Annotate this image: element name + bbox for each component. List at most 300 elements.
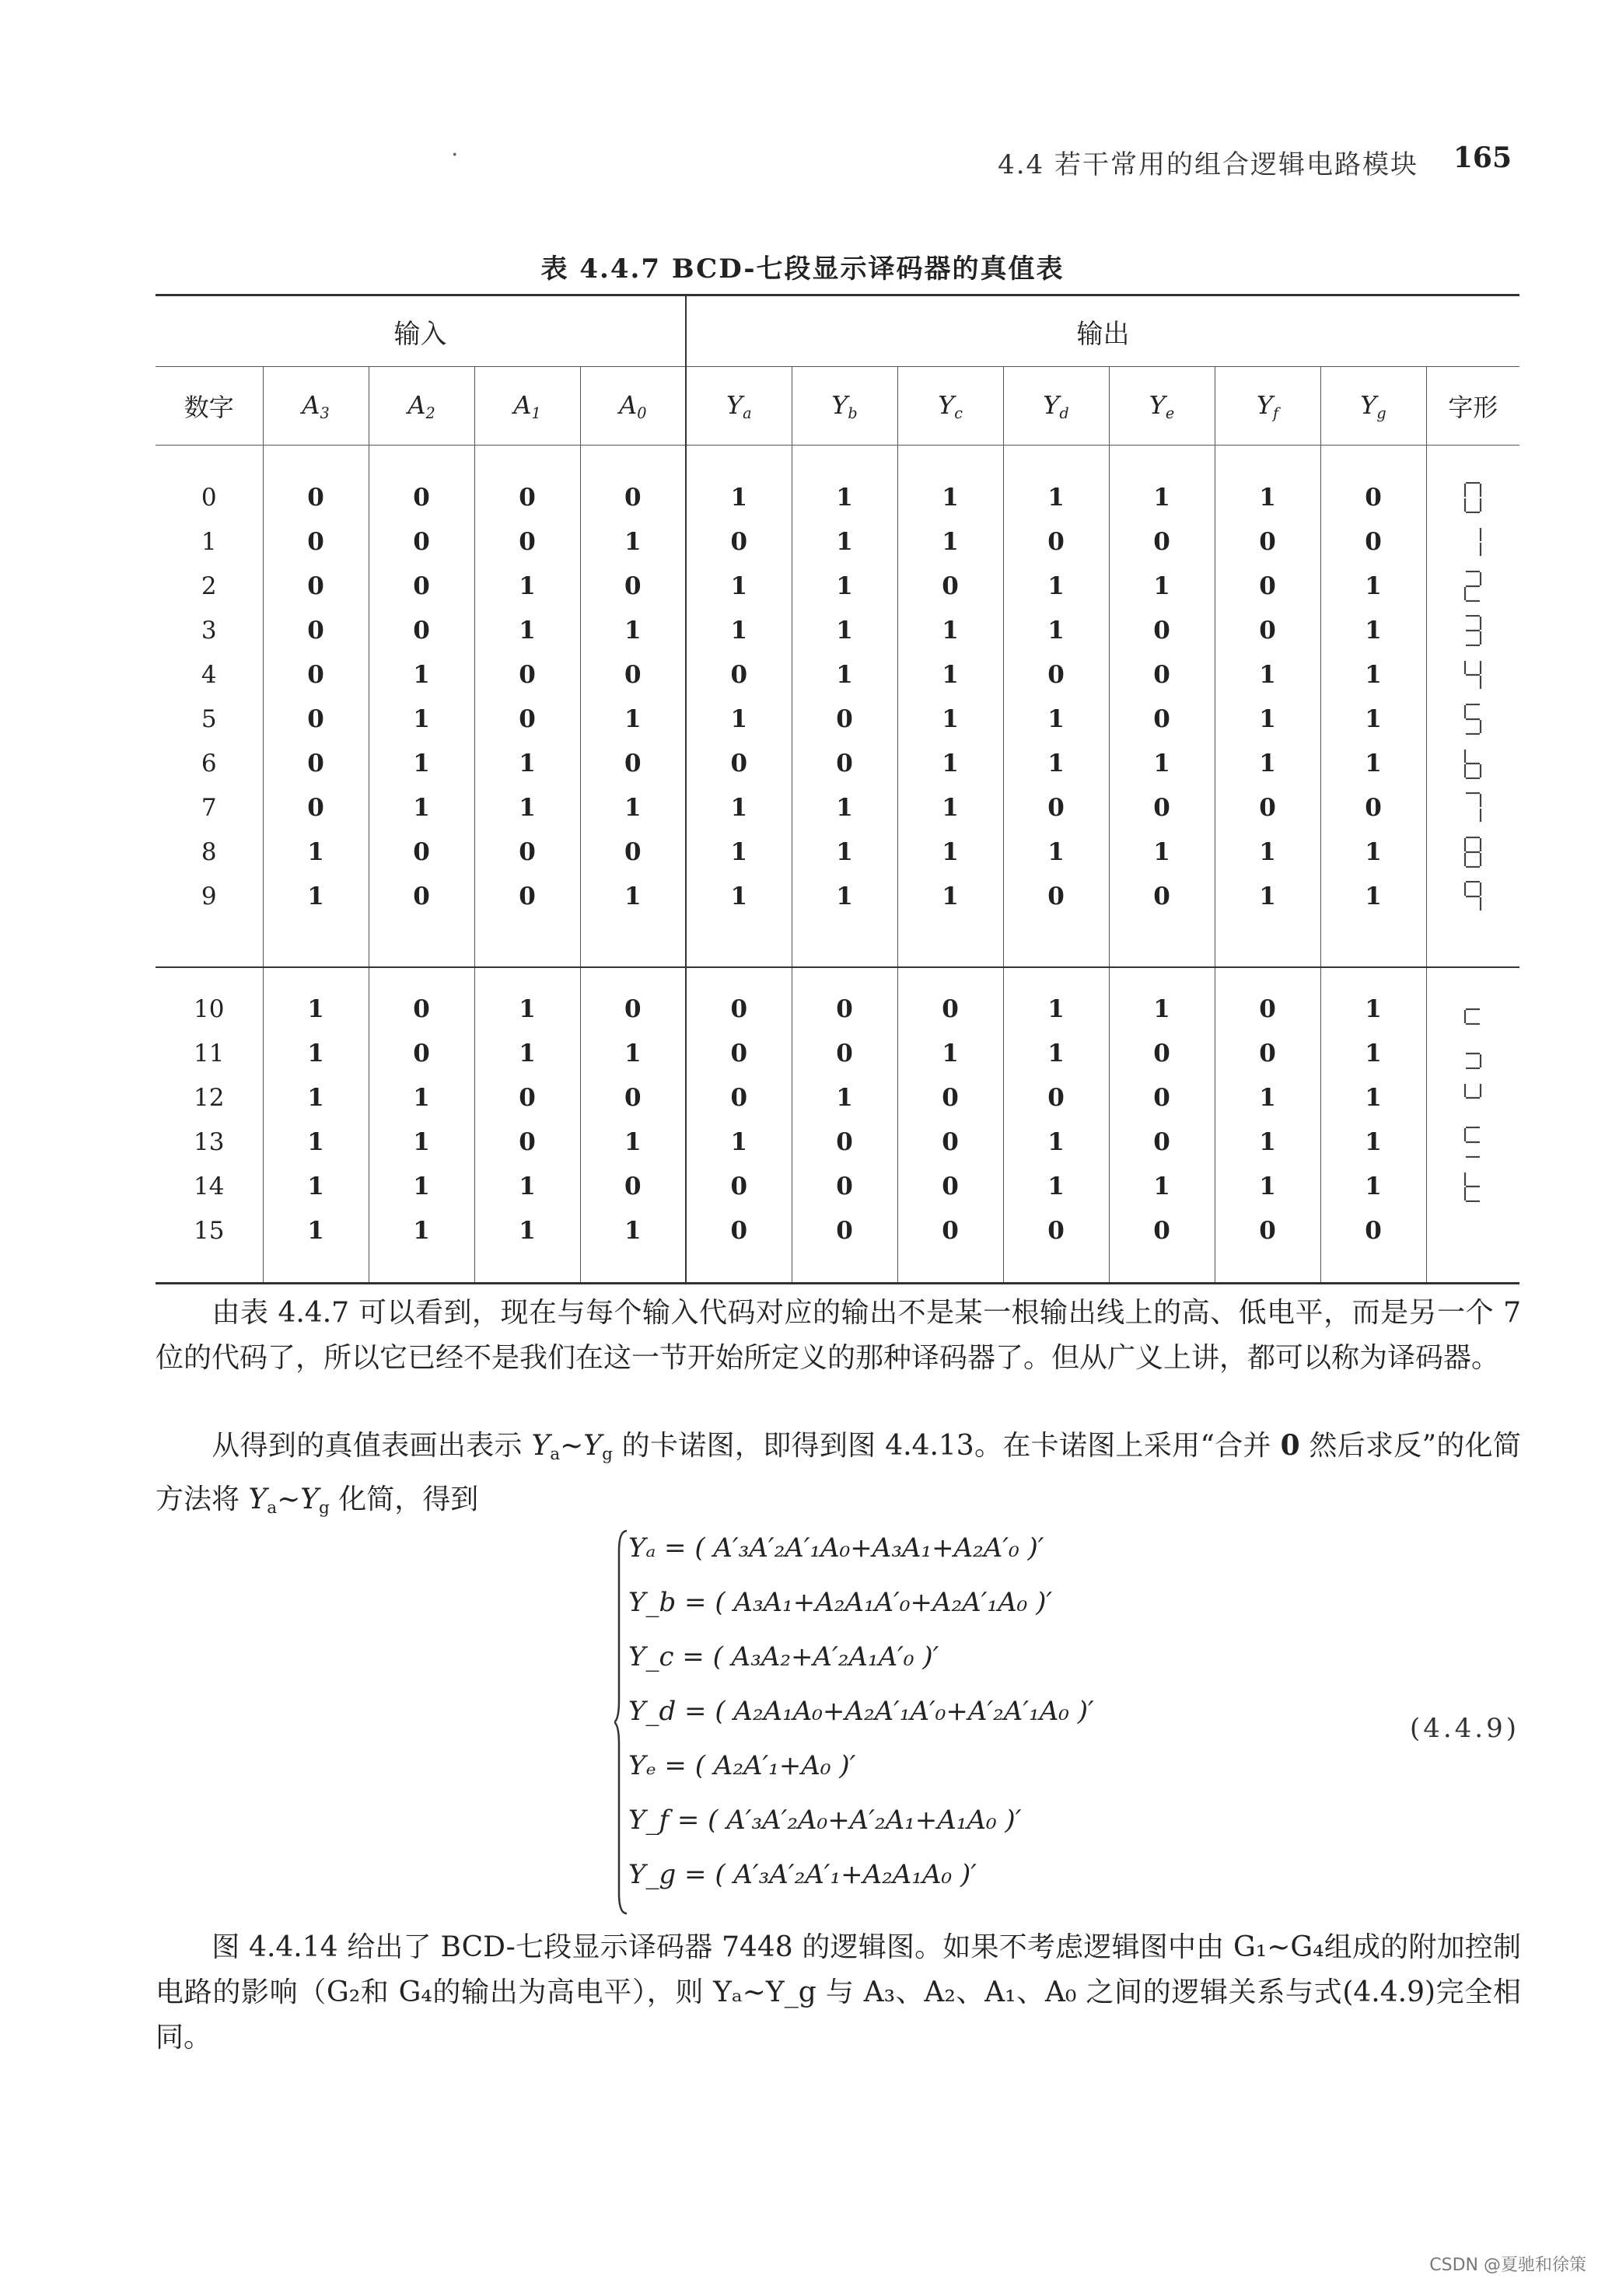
seven-segment-glyph: [1463, 659, 1482, 690]
cell-input: 1: [474, 1164, 580, 1208]
cell-input: 0: [263, 785, 369, 830]
cell-input: 1: [369, 697, 474, 741]
cell-input: 1: [263, 1075, 369, 1120]
cell-output: 1: [792, 608, 897, 652]
cell-output: 0: [1109, 519, 1215, 564]
cell-input: 0: [369, 608, 474, 652]
cell-output: 1: [1320, 830, 1426, 874]
cell-input: 1: [474, 564, 580, 608]
cell-output: 0: [1215, 1031, 1320, 1075]
cell-output: 1: [897, 697, 1003, 741]
cell-output: 1: [897, 652, 1003, 697]
cell-input: 0: [474, 830, 580, 874]
cell-output: 1: [1215, 1164, 1320, 1208]
col-header-digit: 数字: [156, 367, 263, 446]
table-row: [156, 652, 1519, 697]
cell-output: 0: [1215, 519, 1320, 564]
cell-input: 1: [369, 1075, 474, 1120]
cell-output: 0: [686, 987, 792, 1031]
cell-output: 0: [1109, 1031, 1215, 1075]
cell-glyph: [1426, 785, 1519, 830]
cell-output: 0: [1109, 1120, 1215, 1164]
section-title: 4.4 若干常用的组合逻辑电路模块: [998, 149, 1418, 180]
cell-input: 0: [369, 1031, 474, 1075]
cell-output: 0: [1003, 874, 1109, 918]
cell-output: 1: [897, 830, 1003, 874]
cell-input: 0: [263, 697, 369, 741]
cell-input: 1: [263, 874, 369, 918]
seven-segment-glyph: [1463, 1215, 1482, 1246]
cell-output: 1: [686, 785, 792, 830]
cell-output: 1: [1320, 697, 1426, 741]
cell-input: 0: [580, 564, 686, 608]
cell-input: 1: [580, 697, 686, 741]
cell-input: 0: [580, 830, 686, 874]
col-header-ye: [1109, 367, 1215, 446]
p2-tilde: ~: [560, 1430, 584, 1462]
table-row: [156, 830, 1519, 874]
cell-output: 1: [1003, 741, 1109, 785]
cell-output: 1: [1003, 1120, 1109, 1164]
cell-input: 0: [369, 475, 474, 519]
cell-input: 1: [263, 987, 369, 1031]
cell-output: 1: [897, 785, 1003, 830]
cell-digit: 9: [201, 882, 217, 910]
cell-output: 0: [897, 987, 1003, 1031]
cell-output: 0: [1003, 652, 1109, 697]
table-row: [156, 608, 1519, 652]
cell-output: 1: [1109, 475, 1215, 519]
cell-input: 0: [474, 697, 580, 741]
col-header-glyph: 字形: [1426, 367, 1519, 446]
table-row: [156, 697, 1519, 741]
cell-output: 0: [792, 987, 897, 1031]
col-header-base: Y: [1043, 390, 1060, 420]
cell-output: 0: [1109, 697, 1215, 741]
table-row: [156, 564, 1519, 608]
seven-segment-glyph: [1463, 1171, 1482, 1202]
cell-output: 1: [1215, 697, 1320, 741]
p2-text-3: 然后求反”的化简方法将: [156, 1430, 1521, 1515]
cell-glyph: [1426, 475, 1519, 519]
cell-input: 1: [263, 1164, 369, 1208]
cell-glyph: [1426, 697, 1519, 741]
cell-glyph: [1426, 1164, 1519, 1208]
cell-input: 0: [369, 830, 474, 874]
cell-glyph: [1426, 652, 1519, 697]
col-header-sub: 2: [425, 404, 435, 422]
cell-output: 0: [1215, 1208, 1320, 1253]
cell-output: 1: [1320, 652, 1426, 697]
cell-output: 0: [1215, 987, 1320, 1031]
cell-input: 1: [580, 785, 686, 830]
page-number: 165: [1453, 142, 1512, 174]
cell-digit: 8: [201, 837, 217, 866]
p2-tilde-2: ~: [277, 1483, 301, 1515]
col-header-base: Y: [1256, 390, 1274, 420]
cell-digit: 13: [194, 1127, 225, 1156]
equation-yf: Y_f = ( A′₃A′₂A₀+A′₂A₁+A₁A₀ )′: [628, 1805, 1022, 1836]
cell-input: 1: [369, 1164, 474, 1208]
cell-output: 1: [1320, 987, 1426, 1031]
cell-output: 0: [686, 741, 792, 785]
seven-segment-glyph: [1463, 792, 1482, 823]
group-output-header: 输出: [686, 295, 1519, 367]
col-header-sub: e: [1165, 404, 1175, 422]
cell-output: 0: [1109, 785, 1215, 830]
col-header-base: Y: [1149, 390, 1166, 420]
cell-input: 1: [369, 741, 474, 785]
table-row: [156, 874, 1519, 918]
col-header-yb: [792, 367, 897, 446]
spacer-row: [156, 918, 1519, 967]
table-row: [156, 519, 1519, 564]
cell-glyph: [1426, 519, 1519, 564]
cell-input: 1: [369, 652, 474, 697]
col-header-base: A: [513, 390, 532, 420]
paragraph-1: [156, 1291, 1521, 1381]
cell-input: 0: [369, 519, 474, 564]
cell-digit: 7: [201, 793, 217, 822]
cell-output: 0: [686, 1208, 792, 1253]
cell-output: 1: [897, 874, 1003, 918]
cell-output: 0: [1109, 652, 1215, 697]
table-row: [156, 1031, 1519, 1075]
cell-output: 1: [1003, 1164, 1109, 1208]
cell-digit: 11: [194, 1039, 225, 1068]
cell-input: 1: [580, 1120, 686, 1164]
cell-output: 1: [897, 475, 1003, 519]
cell-output: 1: [1320, 741, 1426, 785]
cell-output: 1: [792, 1075, 897, 1120]
cell-glyph: [1426, 608, 1519, 652]
cell-output: 0: [792, 1120, 897, 1164]
cell-output: 1: [1215, 652, 1320, 697]
cell-output: 0: [792, 697, 897, 741]
cell-output: 1: [792, 475, 897, 519]
table-row: [156, 987, 1519, 1031]
cell-output: 1: [1003, 475, 1109, 519]
cell-output: 1: [792, 652, 897, 697]
p2-text-2: 的卡诺图，即得到图 4.4.13。在卡诺图上采用“合并: [612, 1430, 1281, 1462]
cell-output: 0: [1109, 874, 1215, 918]
paragraph-3-text: 图 4.4.14 给出了 BCD-七段显示译码器 7448 的逻辑图。如果不考虑逻辑图中由 G₁~G₄组成的附加控制电路的影响（G₂和 G₄的输出为高电平），则 Yₐ~Y_g 与 A₃、A₂、A₁、A₀ 之间的逻辑关系与式(4.4.9)完全相同。: [156, 1931, 1521, 2053]
cell-input: 1: [580, 1208, 686, 1253]
cell-output: 0: [1109, 1075, 1215, 1120]
cell-output: 1: [686, 697, 792, 741]
cell-output: 1: [686, 1120, 792, 1164]
p2-text-4: 化简，得到: [329, 1483, 479, 1515]
cell-input: 0: [474, 475, 580, 519]
cell-input: 0: [580, 741, 686, 785]
cell-digit: 4: [201, 660, 217, 689]
equation-ye: Yₑ = ( A₂A′₁+A₀ )′: [628, 1750, 856, 1781]
cell-output: 1: [686, 830, 792, 874]
cell-output: 1: [1320, 1075, 1426, 1120]
col-header-sub: 3: [320, 404, 330, 422]
col-header-yd: [1003, 367, 1109, 446]
seven-segment-glyph: [1463, 748, 1482, 779]
cell-output: 1: [1320, 874, 1426, 918]
col-header-base: A: [619, 390, 638, 420]
cell-glyph: [1426, 1031, 1519, 1075]
cell-glyph: [1426, 564, 1519, 608]
cell-output: 1: [792, 830, 897, 874]
cell-input: 0: [580, 652, 686, 697]
truth-table: [156, 294, 1519, 1284]
cell-digit: 2: [201, 571, 217, 600]
equation-number: (4.4.9): [1409, 1713, 1519, 1744]
cell-digit: 10: [194, 994, 225, 1023]
table-row: [156, 785, 1519, 830]
group-header-row: [156, 295, 1519, 367]
cell-output: 0: [1215, 564, 1320, 608]
col-header-sub: g: [1376, 404, 1386, 422]
cell-output: 1: [686, 564, 792, 608]
p2-ya-sub: a: [550, 1445, 561, 1464]
seven-segment-glyph: [1463, 1127, 1482, 1158]
cell-digit: 5: [201, 704, 217, 733]
cell-output: 1: [1215, 475, 1320, 519]
cell-output: 1: [792, 785, 897, 830]
seven-segment-glyph: [1463, 881, 1482, 912]
paragraph-1-text: 由表 4.4.7 可以看到，现在与每个输入代码对应的输出不是某一根输出线上的高、低电平，而是另一个 7 位的代码了，所以它已经不是我们在这一节开始所定义的那种译码器了。但从广义上讲，都可以称为译码器。: [156, 1297, 1521, 1374]
cell-output: 1: [792, 564, 897, 608]
cell-output: 1: [1109, 830, 1215, 874]
cell-glyph: [1426, 874, 1519, 918]
cell-output: 0: [686, 652, 792, 697]
cell-glyph: [1426, 741, 1519, 785]
cell-output: 1: [686, 874, 792, 918]
p2-ya: Y: [531, 1430, 551, 1462]
spacer-row: [156, 1253, 1519, 1284]
cell-digit: 0: [201, 483, 217, 512]
cell-input: 0: [263, 475, 369, 519]
truth-table-container: [156, 294, 1518, 1272]
cell-output: 1: [792, 519, 897, 564]
p2-ya-sub-2: a: [267, 1498, 278, 1518]
cell-output: 1: [1003, 1031, 1109, 1075]
equation-yc: Y_c = ( A₃A₂+A′₂A₁A′₀ )′: [628, 1641, 939, 1672]
p2-zero: 0: [1280, 1429, 1300, 1462]
cell-output: 0: [686, 519, 792, 564]
col-header-sub: f: [1273, 404, 1279, 422]
equation-ya: Yₐ = ( A′₃A′₂A′₁A₀+A₃A₁+A₂A′₀ )′: [628, 1532, 1044, 1564]
cell-digit: 14: [194, 1172, 225, 1200]
column-header-row: [156, 367, 1519, 446]
cell-output: 0: [1320, 785, 1426, 830]
cell-input: 1: [474, 741, 580, 785]
table-row: [156, 1120, 1519, 1164]
cell-output: 0: [897, 1164, 1003, 1208]
cell-input: 0: [580, 987, 686, 1031]
cell-output: 0: [792, 1208, 897, 1253]
equation-yg: Y_g = ( A′₃A′₂A′₁+A₂A₁A₀ )′: [628, 1859, 977, 1890]
col-header-sub: c: [954, 404, 963, 422]
cell-output: 0: [1003, 519, 1109, 564]
cell-input: 0: [580, 1164, 686, 1208]
cell-output: 1: [792, 874, 897, 918]
cell-input: 0: [474, 652, 580, 697]
cell-input: 0: [263, 564, 369, 608]
cell-input: 0: [580, 475, 686, 519]
cell-input: 0: [369, 564, 474, 608]
cell-output: 1: [1003, 830, 1109, 874]
col-header-base: A: [407, 390, 426, 420]
cell-output: 0: [1215, 785, 1320, 830]
watermark: CSDN @夏驰和徐策: [1429, 2256, 1586, 2275]
cell-output: 1: [1320, 1120, 1426, 1164]
cell-input: 0: [369, 874, 474, 918]
cell-input: 1: [474, 1208, 580, 1253]
cell-digit: 12: [194, 1083, 225, 1112]
cell-output: 1: [1320, 1031, 1426, 1075]
equation-yd: Y_d = ( A₂A₁A₀+A₂A′₁A′₀+A′₂A′₁A₀ )′: [628, 1696, 1094, 1727]
cell-output: 0: [1320, 1208, 1426, 1253]
seven-segment-glyph: [1463, 482, 1482, 513]
table-caption: 表 4.4.7 BCD-七段显示译码器的真值表: [540, 253, 1065, 285]
cell-input: 1: [580, 608, 686, 652]
col-header-sub: 0: [637, 404, 647, 422]
spacer-row: [156, 967, 1519, 987]
p2-text-1: 从得到的真值表画出表示: [212, 1430, 532, 1462]
seven-segment-glyph: [1463, 837, 1482, 868]
col-header-a0: [580, 367, 686, 446]
cell-output: 0: [1215, 608, 1320, 652]
cell-input: 1: [263, 1120, 369, 1164]
cell-input: 0: [263, 519, 369, 564]
col-header-yf: [1215, 367, 1320, 446]
cell-output: 1: [1320, 608, 1426, 652]
cell-output: 1: [1215, 1120, 1320, 1164]
cell-input: 0: [369, 987, 474, 1031]
seven-segment-glyph: [1463, 571, 1482, 602]
table-row: [156, 1208, 1519, 1253]
cell-input: 0: [263, 608, 369, 652]
cell-output: 1: [1215, 741, 1320, 785]
cell-output: 1: [1320, 1164, 1426, 1208]
cell-input: 0: [474, 874, 580, 918]
left-brace: [614, 1528, 630, 1917]
cell-output: 0: [1320, 519, 1426, 564]
cell-output: 1: [1003, 608, 1109, 652]
cell-output: 0: [1109, 1208, 1215, 1253]
table-row: [156, 741, 1519, 785]
cell-output: 1: [897, 608, 1003, 652]
cell-output: 0: [792, 741, 897, 785]
cell-output: 0: [1003, 1208, 1109, 1253]
cell-input: 1: [369, 1120, 474, 1164]
cell-output: 1: [1320, 564, 1426, 608]
col-header-a2: [369, 367, 474, 446]
cell-glyph: [1426, 1075, 1519, 1120]
cell-input: 0: [263, 652, 369, 697]
cell-output: 0: [1003, 785, 1109, 830]
seven-segment-glyph: [1463, 994, 1482, 1025]
cell-input: 0: [474, 1120, 580, 1164]
col-header-base: Y: [831, 390, 848, 420]
p2-yg-sub-2: g: [319, 1498, 330, 1518]
cell-glyph: [1426, 1208, 1519, 1253]
col-header-sub: d: [1059, 404, 1069, 422]
cell-input: 1: [263, 1208, 369, 1253]
cell-output: 0: [1109, 608, 1215, 652]
cell-input: 1: [474, 987, 580, 1031]
cell-output: 0: [686, 1031, 792, 1075]
cell-output: 1: [1109, 1164, 1215, 1208]
cell-input: 0: [474, 519, 580, 564]
table-row: [156, 1164, 1519, 1208]
cell-input: 0: [263, 741, 369, 785]
cell-output: 1: [897, 1031, 1003, 1075]
paragraph-2: [156, 1423, 1521, 1531]
equation-yb: Y_b = ( A₃A₁+A₂A₁A′₀+A₂A′₁A₀ )′: [628, 1587, 1053, 1618]
col-header-sub: b: [848, 404, 858, 422]
cell-output: 1: [1215, 830, 1320, 874]
cell-input: 1: [263, 1031, 369, 1075]
cell-glyph: [1426, 830, 1519, 874]
cell-digit: 6: [201, 749, 217, 778]
cell-glyph: [1426, 987, 1519, 1031]
col-header-base: Y: [726, 390, 743, 420]
spacer-row: [156, 446, 1519, 476]
table-row: [156, 475, 1519, 519]
p2-ya-2: Y: [248, 1483, 268, 1515]
cell-output: 1: [686, 475, 792, 519]
cell-output: 0: [897, 564, 1003, 608]
cell-input: 1: [474, 1031, 580, 1075]
col-header-sub: 1: [531, 404, 541, 422]
cell-output: 1: [1003, 987, 1109, 1031]
cell-output: 0: [897, 1208, 1003, 1253]
seven-segment-glyph: [1463, 704, 1482, 735]
cell-digit: 1: [201, 527, 217, 556]
cell-input: 1: [263, 830, 369, 874]
cell-output: 1: [897, 741, 1003, 785]
col-header-base: A: [302, 390, 320, 420]
cell-output: 0: [897, 1075, 1003, 1120]
col-header-a1: [474, 367, 580, 446]
col-header-ya: [686, 367, 792, 446]
cell-output: 0: [792, 1031, 897, 1075]
cell-input: 1: [580, 1031, 686, 1075]
col-header-base: Y: [1360, 390, 1377, 420]
cell-output: 0: [686, 1075, 792, 1120]
table-row: [156, 1075, 1519, 1120]
col-header-yg: [1320, 367, 1426, 446]
cell-glyph: [1426, 1120, 1519, 1164]
group-input-header: 输入: [156, 295, 686, 367]
cell-output: 0: [686, 1164, 792, 1208]
cell-digit: 3: [201, 616, 217, 645]
cell-output: 1: [1109, 564, 1215, 608]
seven-segment-glyph: [1463, 1038, 1482, 1069]
cell-input: 1: [580, 874, 686, 918]
paragraph-3: [156, 1925, 1521, 2060]
col-header-sub: a: [743, 404, 752, 422]
cell-output: 1: [686, 608, 792, 652]
p2-yg: Y: [583, 1430, 603, 1462]
cell-input: 1: [474, 608, 580, 652]
cell-digit: 15: [194, 1216, 225, 1245]
page-header: [156, 138, 1512, 185]
seven-segment-glyph: [1463, 526, 1482, 557]
p2-yg-2: Y: [300, 1483, 320, 1515]
cell-output: 1: [1003, 564, 1109, 608]
cell-output: 1: [1109, 741, 1215, 785]
cell-input: 1: [369, 785, 474, 830]
cell-input: 0: [474, 1075, 580, 1120]
